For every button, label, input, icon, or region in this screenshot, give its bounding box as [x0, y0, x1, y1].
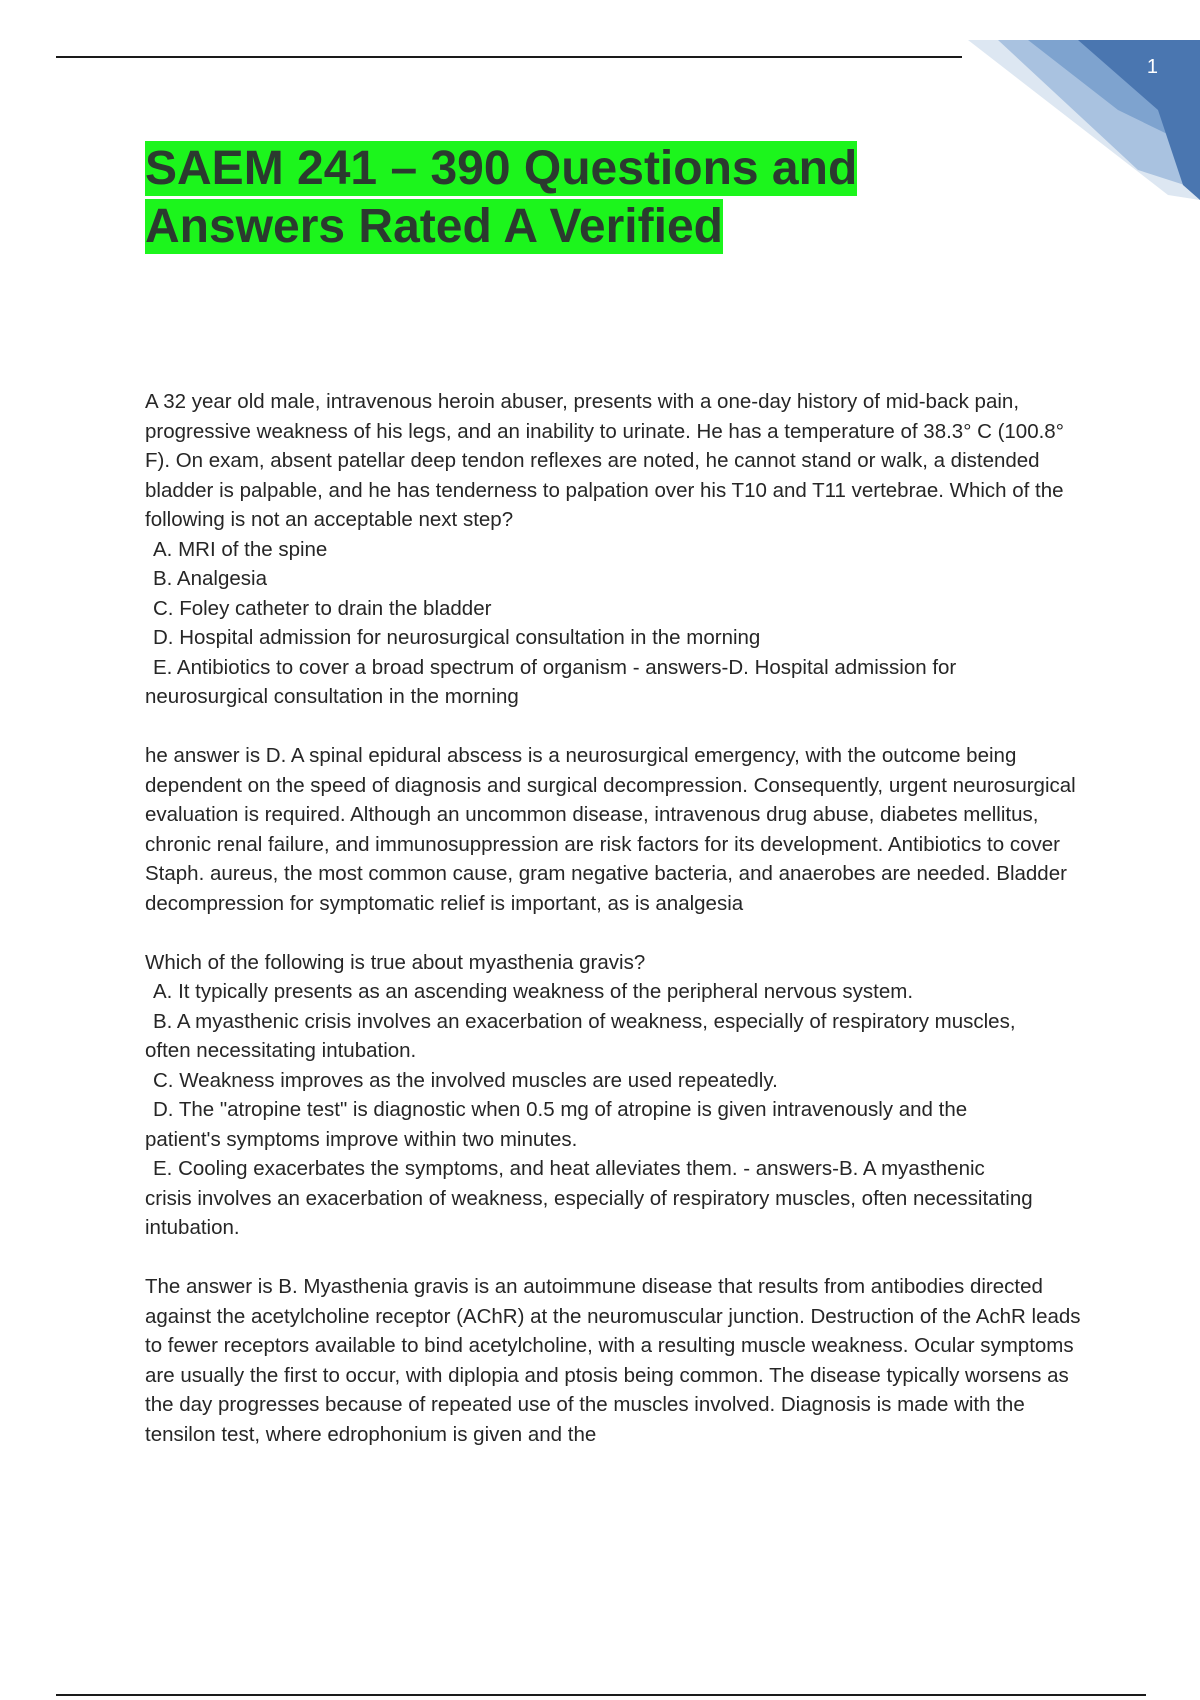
question-2-option-e: E. Cooling exacerbates the symptoms, and heat alleviates them. - answers-B. A myasthenic — [153, 1157, 985, 1180]
question-1-explanation-text: he answer is D. A spinal epidural abscess is a neurosurgical emergency, with the outcome being dependent on the speed of diagnosis and surgical decompression. Consequently, urgent neurosurgical evaluation is required. Although an uncommon disease, intravenous drug abuse, diabetes mellitus, chronic renal failure, and immunosuppression are risk factors for its development. Antibiotics to cover Staph. aureus, the most common cause, gram negative bacteria, and anaerobes are needed. Bladder decompression for symptomatic relief is important, as is analgesia — [145, 744, 1076, 915]
question-1-option-d: D. Hospital admission for neurosurgical consultation in the morning — [153, 626, 761, 649]
document-title — [145, 140, 905, 256]
question-1-explanation — [145, 741, 1085, 918]
question-2 — [145, 948, 1085, 1243]
title-line-1: SAEM 241 – 390 Questions and — [145, 142, 858, 195]
question-1-option-c: C. Foley catheter to drain the bladder — [153, 596, 492, 620]
question-2-option-d-continuation: patient's symptoms improve within two minutes. — [145, 1127, 578, 1151]
corner-top-tab — [1108, 0, 1200, 40]
title-line-2: Answers Rated A Verified — [145, 200, 723, 253]
question-1-option-e: E. Antibiotics to cover a broad spectrum of organism - answers-D. Hospital admission for — [153, 655, 957, 679]
question-2-explanation-text: The answer is B. Myasthenia gravis is an autoimmune disease that results from antibodies directed against the acetylcholine receptor (AChR) at the neuromuscular junction. Destruction of the AchR leads to fewer receptors available to bind acetylcholine, with a resulting muscle weakness. Ocular symptoms are usually the first to occur, with diplopia and ptosis being common. The disease typically worsens as the day progresses because of repeated use of the muscles involved. Diagnosis is made with the tensilon test, where edrophonium is given and the — [145, 1275, 1081, 1446]
question-1-option-b: B. Analgesia — [153, 567, 267, 590]
question-1 — [145, 387, 1085, 712]
question-1-answer-continuation: neurosurgical consultation in the morning — [145, 685, 519, 708]
footer-rule — [56, 1694, 1146, 1696]
question-2-option-b: B. A myasthenic crisis involves an exacerbation of weakness, especially of respiratory muscles, — [153, 1009, 1016, 1033]
page-number: 1 — [1146, 56, 1158, 78]
question-2-stem: Which of the following is true about myasthenia gravis? — [145, 950, 646, 974]
question-1-option-a: A. MRI of the spine — [153, 537, 328, 561]
question-2-explanation — [145, 1272, 1085, 1449]
question-2-option-c: C. Weakness improves as the involved muscles are used repeatedly. — [153, 1068, 778, 1092]
question-2-option-a: A. It typically presents as an ascending weakness of the peripheral nervous system. — [153, 980, 914, 1003]
question-2-answer-continuation: crisis involves an exacerbation of weakness, especially of respiratory muscles, often necessitating intubation. — [145, 1186, 1033, 1239]
document-body — [145, 387, 1085, 1479]
corner-decoration — [968, 0, 1200, 200]
header-rule — [56, 56, 962, 58]
question-2-option-b-continuation: often necessitating intubation. — [145, 1039, 417, 1062]
question-2-option-d: D. The "atropine test" is diagnostic when 0.5 mg of atropine is given intravenously and the — [153, 1098, 968, 1121]
question-1-stem: A 32 year old male, intravenous heroin abuser, presents with a one-day history of mid-back pain, progressive weakness of his legs, and an inability to urinate. He has a temperature of 38.3° C (100.8° F). On exam, absent patellar deep tendon reflexes are noted, he cannot stand or walk, a distended bladder is palpable, and he has tenderness to palpation over his T10 and T11 vertebrae. Which of the following is not an acceptable next step? — [145, 390, 1064, 531]
